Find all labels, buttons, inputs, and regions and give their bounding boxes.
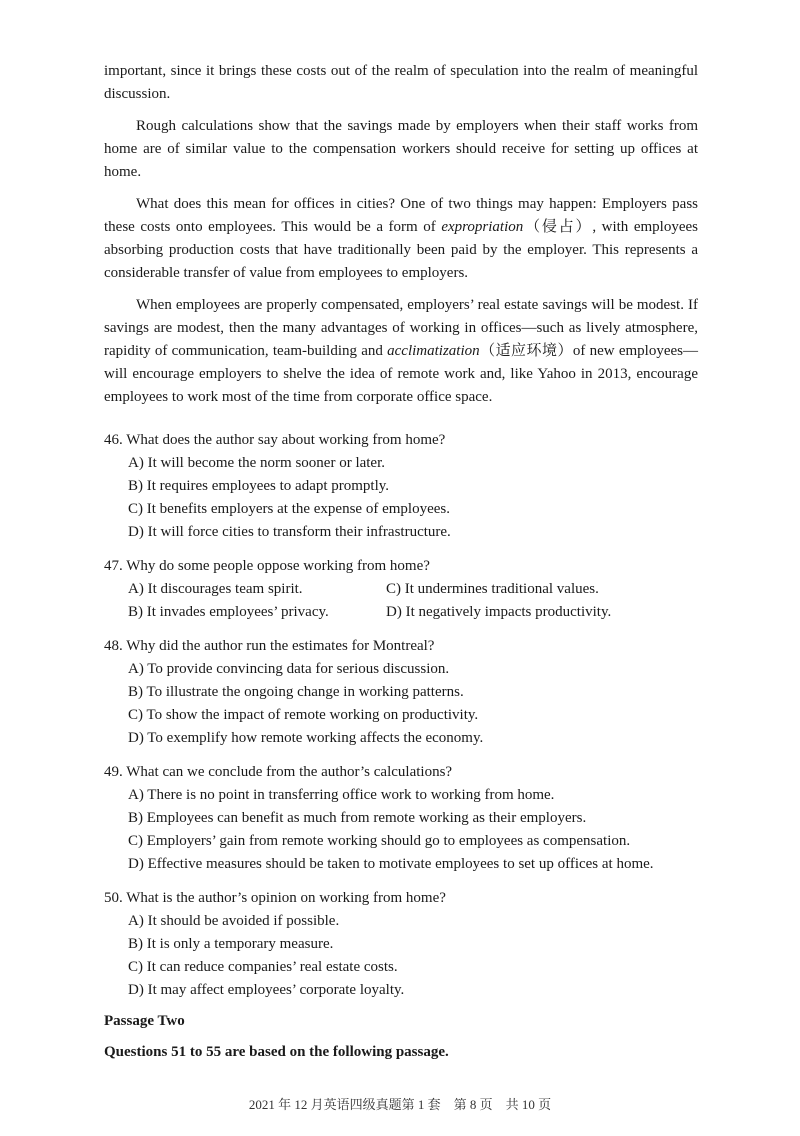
vocab-term-expropriation: expropriation: [441, 219, 524, 235]
option-d: D) It will force cities to transform their infrastructure.: [128, 524, 451, 540]
option-b: B) It requires employees to adapt promptly.: [128, 478, 390, 494]
option-b: B) Employees can benefit as much from remote working as their employers.: [128, 810, 587, 826]
option-a: A) It should be avoided if possible.: [128, 913, 340, 929]
option-row: [128, 578, 698, 601]
question-47: [104, 555, 698, 624]
passage-two-heading: Passage Two: [104, 1013, 185, 1029]
question-49: [104, 761, 698, 876]
passage-paragraph-4: [104, 294, 698, 409]
question-stem: 46. What does the author say about working from home?: [104, 432, 446, 448]
questions-instruction-heading: Questions 51 to 55 are based on the following passage.: [104, 1044, 449, 1060]
option-a: A) To provide convincing data for serious discussion.: [128, 661, 450, 677]
vocab-gloss: （适应环境）: [479, 343, 573, 359]
paragraph-text: When employees are properly compensated, employers’ real estate savings will be modest. If savings are modest, then the many advantages of working in offices—such as lively atmosphere, rapidity of communication, team-building and: [104, 297, 698, 359]
question-stem: 49. What can we conclude from the author’s calculations?: [104, 764, 453, 780]
option-b: B) It invades employees’ privacy.: [128, 604, 329, 620]
question-stem: 48. Why did the author run the estimates for Montreal?: [104, 638, 435, 654]
option-d: D) Effective measures should be taken to motivate employees to set up offices at home.: [128, 856, 654, 872]
exam-page: [104, 60, 698, 1064]
paragraph-text: of new employees—will encourage employers to shelve the idea of remote work and, like Yahoo in 2013, encourage employees to work most of the time from corporate office space.: [104, 343, 698, 405]
option-d: D) It negatively impacts productivity.: [386, 604, 612, 620]
option-row: [128, 601, 698, 624]
passage-paragraph-3: [104, 193, 698, 285]
question-stem: 50. What is the author’s opinion on working from home?: [104, 890, 446, 906]
question-48: [104, 635, 698, 750]
paragraph-text: What does this mean for offices in cities? One of two things may happen: Employers pass these costs onto employees. This would be a form of: [104, 196, 698, 235]
option-c: C) To show the impact of remote working on productivity.: [128, 707, 479, 723]
question-46: [104, 429, 698, 544]
option-d: D) It may affect employees’ corporate loyalty.: [128, 982, 405, 998]
vocab-term-acclimatization: acclimatization: [387, 343, 480, 359]
option-a: A) There is no point in transferring office work to working from home.: [128, 787, 555, 803]
option-b: B) It is only a temporary measure.: [128, 936, 334, 952]
option-a: A) It will become the norm sooner or later.: [128, 455, 386, 471]
option-c: C) It can reduce companies’ real estate costs.: [128, 959, 398, 975]
question-50: [104, 887, 698, 1002]
option-b: B) To illustrate the ongoing change in working patterns.: [128, 684, 464, 700]
vocab-gloss: （侵占）: [523, 219, 593, 235]
passage-paragraph-1: important, since it brings these costs out of the realm of speculation into the realm of meaningful discussion.: [104, 63, 698, 102]
option-c: C) Employers’ gain from remote working should go to employees as compensation.: [128, 833, 631, 849]
passage-paragraph-2: Rough calculations show that the savings made by employers when their staff works from home are of similar value to the compensation workers should receive for setting up offices at home.: [104, 118, 698, 180]
option-d: D) To exemplify how remote working affects the economy.: [128, 730, 484, 746]
question-stem: 47. Why do some people oppose working from home?: [104, 558, 430, 574]
paragraph-text: , with employees absorbing production costs that have traditionally been paid by the employer. This represents a considerable transfer of value from employees to employers.: [104, 219, 698, 281]
option-a: A) It discourages team spirit.: [128, 581, 303, 597]
page-footer: 2021 年 12 月英语四级真题第 1 套 第 8 页 共 10 页: [248, 1097, 552, 1112]
option-c: C) It benefits employers at the expense of employees.: [128, 501, 450, 517]
option-c: C) It undermines traditional values.: [386, 581, 599, 597]
